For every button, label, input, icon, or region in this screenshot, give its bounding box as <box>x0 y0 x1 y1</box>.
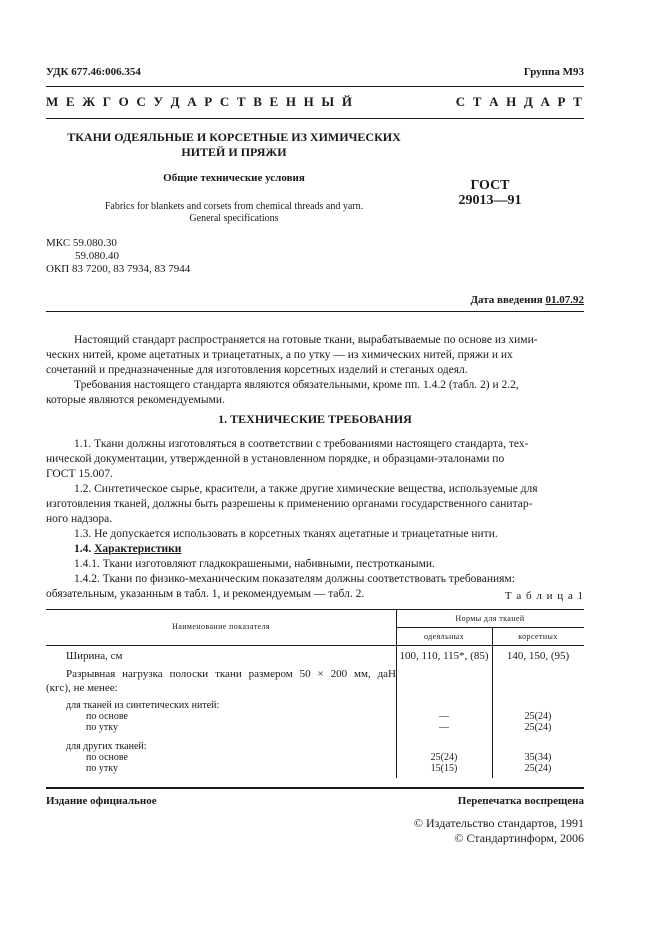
clause-1-1-line1: 1.1. Ткани должны изготовляться в соответствии с требованиями настоящего стандарта, тех- <box>74 438 529 450</box>
intro-p1-line2: ческих нитей, кроме ацетатных и триацетатных, а по утку — из химических нитей, пряжи и их <box>46 349 513 361</box>
intro-p1-line1: Настоящий стандарт распространяется на готовые ткани, вырабатываемые по основе из хими- <box>74 334 538 346</box>
intro-p2-line2: которые являются рекомендуемыми. <box>46 394 225 406</box>
title-line-2: НИТЕЙ И ПРЯЖИ <box>181 145 287 159</box>
table-header-corset: корсетных <box>518 632 558 641</box>
table-header-blanket: одеяльных <box>424 632 464 641</box>
table-row-breaking-load-line1: Разрывная нагрузка полоски ткани размером 50 × 200 мм, даН <box>66 668 396 680</box>
table-row-other-weft: по утку <box>86 763 118 774</box>
table-row-synthetic-heading: для тканей из синтетических нитей: <box>66 700 220 711</box>
table-row-other-warp-blanket: 25(24) <box>430 752 458 763</box>
intro-date-label: Дата введения <box>470 294 543 306</box>
clause-1-3: 1.3. Не допускается использовать в корсетных тканях ацетатные и триацетатные нити. <box>74 528 498 540</box>
clause-1-2-line1: 1.2. Синтетическое сырье, красители, а также другие химические вещества, используемые для <box>74 483 538 495</box>
intro-text <box>46 333 584 408</box>
table-row-breaking-load-line2: (кгс), не менее: <box>46 682 118 694</box>
mks-code-1: МКС 59.080.30 <box>46 237 117 249</box>
gost-label: ГОСТ <box>470 178 510 193</box>
mks-code-2: 59.080.40 <box>75 250 119 262</box>
gost-number: 29013—91 <box>458 193 522 208</box>
date-rule <box>46 311 584 312</box>
table-header-bottom-rule <box>46 645 584 646</box>
table-1-caption: Т а б л и ц а 1 <box>504 590 584 602</box>
banner-interstate: М Е Ж Г О С У Д А Р С Т В Е Н Н Ы Й <box>46 94 355 109</box>
clause-1-1-line2: нической документации, утвержденной в установленном порядке, и образцами-эталонами по <box>46 453 505 465</box>
table-row-synthetic-warp-corset: 25(24) <box>524 711 552 722</box>
clause-1-4-title: Характеристики <box>94 543 182 555</box>
copyright-2006: © Стандартинформ, 2006 <box>454 831 584 845</box>
copyright-1991: © Издательство стандартов, 1991 <box>413 816 584 830</box>
subtitle: Общие технические условия <box>163 172 305 184</box>
clause-1-2-line3: ного надзора. <box>46 513 113 525</box>
table-row-width-blanket: 100, 110, 115*, (85) <box>399 650 489 662</box>
table-row-other-heading: для других тканей: <box>66 741 147 752</box>
intro-date <box>470 294 584 306</box>
table-row-other-weft-blanket: 15(15) <box>430 763 458 774</box>
table-row-width-corset: 140, 150, (95) <box>506 650 570 662</box>
table-row-synthetic-weft-corset: 25(24) <box>524 722 552 733</box>
table-row-other-weft-corset: 25(24) <box>524 763 552 774</box>
table-top-rule <box>46 609 584 610</box>
top-rule <box>46 86 584 87</box>
okp-codes: ОКП 83 7200, 83 7934, 83 7944 <box>46 263 191 275</box>
clause-1-4-2-line1: 1.4.2. Ткани по физико-механическим показателям должны соответствовать требованиям: <box>74 573 515 585</box>
intro-p2-line1: Требования настоящего стандарта являются обязательными, кроме пп. 1.4.2 (табл. 2) и 2.2, <box>74 379 519 391</box>
table-header-norms: Нормы для тканей <box>455 614 525 623</box>
udk-code: УДК 677.46:006.354 <box>46 66 141 78</box>
intro-p1-line3: сочетаний и предназначенные для изготовления корсетных изделий и стеганых одеял. <box>46 364 468 376</box>
table-row-synthetic-warp: по основе <box>86 711 128 722</box>
clause-1-4-number: 1.4. <box>74 543 92 555</box>
clause-1-4-2-line2: обязательным, указанным в табл. 1, и рекомендуемым — табл. 2. <box>46 588 365 600</box>
footer-rule <box>46 787 584 789</box>
title-line-1: ТКАНИ ОДЕЯЛЬНЫЕ И КОРСЕТНЫЕ ИЗ ХИМИЧЕСКИХ <box>67 130 401 144</box>
table-header-indicator: Наименование показателя <box>172 622 270 631</box>
reprint-prohibited: Перепечатка воспрещена <box>457 795 584 807</box>
official-edition: Издание официальное <box>46 795 157 807</box>
clause-1-4 <box>46 542 584 557</box>
section-1-text <box>46 437 584 602</box>
clause-1-1-line3: ГОСТ 15.007. <box>46 468 113 480</box>
table-row-synthetic-weft-blanket: — <box>439 722 449 733</box>
section-1-heading: 1. ТЕХНИЧЕСКИЕ ТРЕБОВАНИЯ <box>218 412 412 426</box>
table-row-synthetic-weft: по утку <box>86 722 118 733</box>
clause-1-4-1: 1.4.1. Ткани изготовляют гладкокрашеными, набивными, пестроткаными. <box>74 558 435 570</box>
table-row-other-warp-corset: 35(34) <box>524 752 552 763</box>
banner-rule <box>46 118 584 119</box>
intro-date-value: 01.07.92 <box>545 294 584 306</box>
banner-standard: С Т А Н Д А Р Т <box>455 94 584 109</box>
english-title-1: Fabrics for blankets and corsets from chemical threads and yarn. <box>104 201 364 212</box>
english-title-2: General specifications <box>189 213 279 224</box>
clause-1-2-line2: изготовления тканей, должны быть разрешены к применению органами государственного санитар- <box>46 498 533 510</box>
table-row-other-warp: по основе <box>86 752 128 763</box>
table-row-width-name: Ширина, см <box>66 650 123 662</box>
group-code: Группа М93 <box>523 66 584 78</box>
table-subheader-rule <box>396 627 584 628</box>
table-row-synthetic-warp-blanket: — <box>439 711 449 722</box>
